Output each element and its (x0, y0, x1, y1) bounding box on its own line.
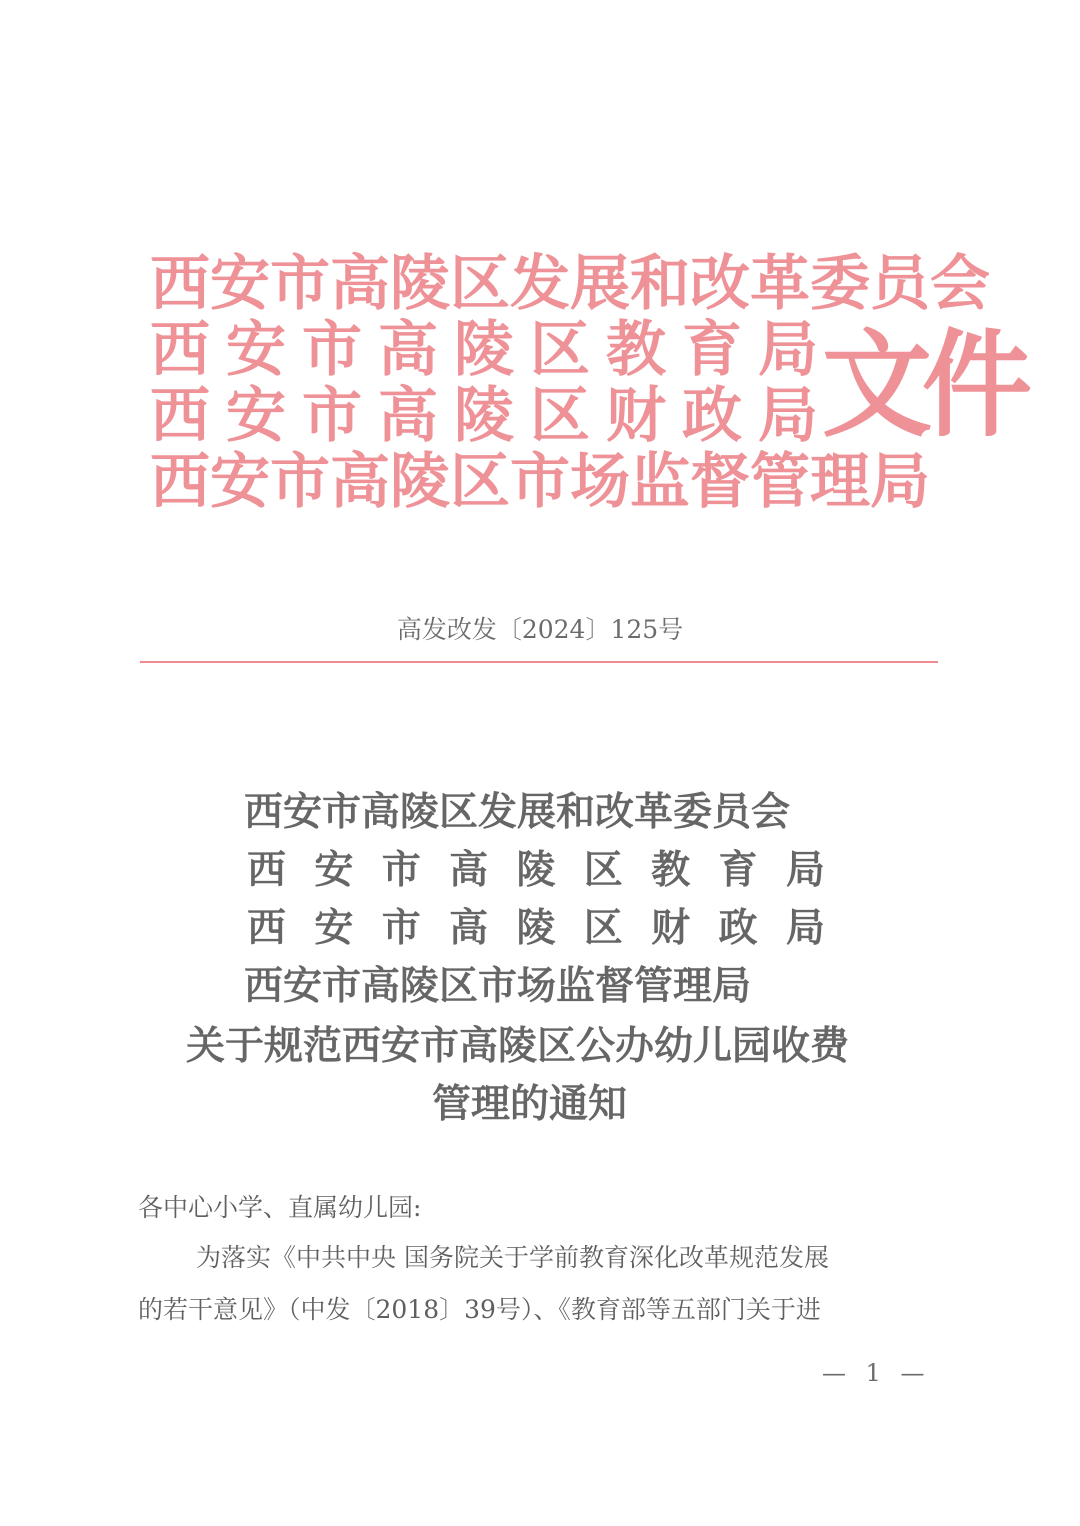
title-line-5: 关于规范西安市高陵区公办幼儿园收费 (186, 1023, 850, 1069)
salutation: 各中心小学、直属幼儿园: (138, 1193, 422, 1222)
red-divider (140, 661, 938, 663)
paragraph-line-1: 为落实《中共中央 国务院关于学前教育深化改革规范发展 (196, 1243, 829, 1272)
title-line-3: 西 安 市 高 陵 区 财 政 局 (247, 905, 825, 951)
title-line-1: 西安市高陵区发展和改革委员会 (244, 789, 791, 835)
issuer-finance-bureau: 西 安 市 高 陵 区 财 政 局 (150, 381, 818, 451)
title-line-2: 西 安 市 高 陵 区 教 育 局 (247, 847, 825, 893)
document-type-label: 文件 (822, 316, 1022, 453)
page-number: — 1 — (822, 1359, 931, 1387)
issuer-market-supervision: 西安市高陵区市场监督管理局 (150, 447, 930, 517)
issuer-education-bureau: 西 安 市 高 陵 区 教 育 局 (150, 315, 818, 385)
title-line-6: 管理的通知 (432, 1081, 628, 1127)
title-line-4: 西安市高陵区市场监督管理局 (244, 963, 752, 1009)
paragraph-line-2: 的若干意见》（中发〔2018〕39号）、《教育部等五部门关于进 (138, 1295, 821, 1324)
issuer-development-reform: 西安市高陵区发展和改革委员会 (150, 249, 990, 319)
document-number: 高发改发〔2024〕125号 (396, 615, 684, 644)
